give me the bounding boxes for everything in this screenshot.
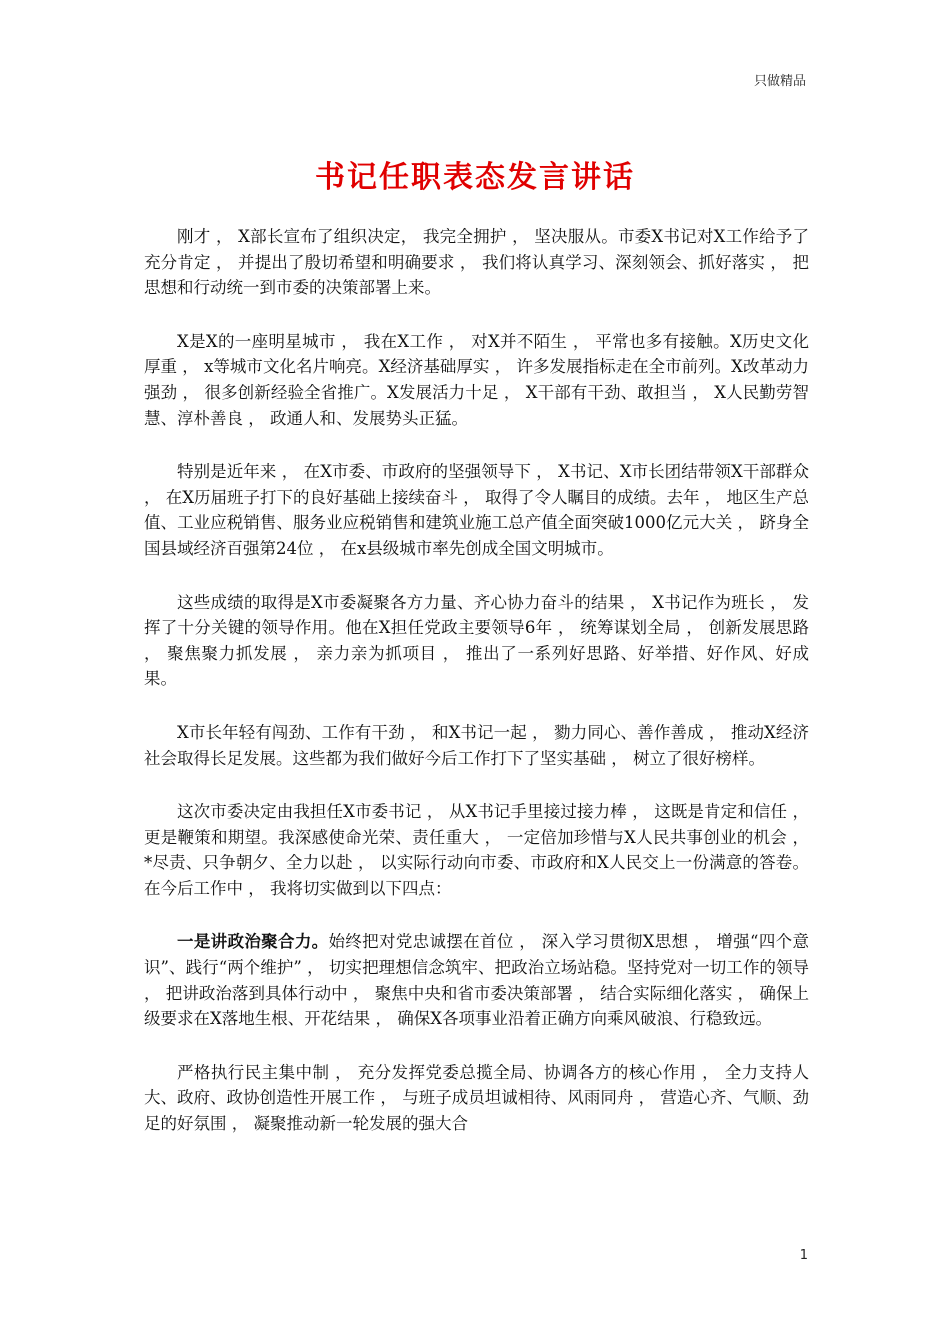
paragraph-text: 刚才 ， X部长宣布了组织决定， 我完全拥护 ， 坚决服从。市委X书记对X工作给予了充分肯定 ， 并提出了殷切希望和明确要求 ， 我们将认真学习、深刻领会、抓好落实 ， 把思想和行动统一到市委的决策部署上来。 xyxy=(144,227,809,298)
paragraph-4 xyxy=(144,590,809,692)
paragraph-text: 特别是近年来 ， 在X市委、市政府的坚强领导下 ， X书记、X市长团结带领X干部群众 ， 在X历届班子打下的良好基础上接续奋斗 ， 取得了令人瞩目的成绩。去年 ， 地区生产总值、工业应税销售、服务业应税销售和建筑业施工总产值全面突破1000亿元大关 ， 跻身全国县域经济百强第24位 ， 在x县级城市率先创成全国文明城市。 xyxy=(144,462,809,558)
paragraph-text: 始终把对党忠诚摆在首位 ， 深入学习贯彻X思想 ， 增强“四个意识”、践行“两个维护” ， 切实把理想信念筑牢、把政治立场站稳。坚持党对一切工作的领导 ， 把讲政治落到具体行动中 ， 聚焦中央和省市委决策部署 ， 结合实际细化落实 ， 确保上级要求在X落地生根、开花结果 ， 确保X各项事业沿着正确方向乘风破浪、行稳致远。 xyxy=(144,932,809,1029)
paragraph-lead: 一是讲政治聚合力。 xyxy=(177,932,329,952)
paragraph-3 xyxy=(144,459,809,561)
paragraph-text: 这些成绩的取得是X市委凝聚各方力量、齐心协力奋斗的结果 ， X书记作为班长 ， 发挥了十分关键的领导作用。他在X担任党政主要领导6年 ， 统筹谋划全局 ， 创新发展思路 ， 聚焦聚力抓发展 ， 亲力亲为抓项目 ， 推出了一系列好思路、好举措、好作风、好成果。 xyxy=(144,592,809,689)
paragraph-7 xyxy=(144,929,809,1031)
page-number: 1 xyxy=(799,1248,808,1263)
paragraph-1 xyxy=(144,224,809,301)
paragraph-text: 严格执行民主集中制 ， 充分发挥党委总揽全局、协调各方的核心作用 ， 全力支持人大、政府、政协创造性开展工作 ， 与班子成员坦诚相待、风雨同舟 ， 营造心齐、气顺、劲足的好氛围 ， 凝聚推动新一轮发展的强大合 xyxy=(144,1062,809,1134)
document-title: 书记任职表态发言讲话 xyxy=(315,160,635,195)
document-body xyxy=(144,224,809,1165)
paragraph-8 xyxy=(144,1060,809,1137)
paragraph-text: X市长年轻有闯劲、工作有干劲 ， 和X书记一起 ， 勠力同心、善作善成 ， 推动X经济社会取得长足发展。这些都为我们做好今后工作打下了坚实基础 ， 树立了很好榜样。 xyxy=(144,722,809,768)
paragraph-2 xyxy=(144,329,809,431)
header-tag: 只做精品 xyxy=(753,74,806,89)
paragraph-6 xyxy=(144,799,809,901)
paragraph-text: 这次市委决定由我担任X市委书记 ， 从X书记手里接过接力棒 ， 这既是肯定和信任 ， 更是鞭策和期望。我深感使命光荣、责任重大 ， 一定倍加珍惜与X人民共事创业的机会 ， *尽责、只争朝夕、全力以赴 ， 以实际行动向市委、市政府和X人民交上一份满意的答卷。在今后工作中 ， 我将切实做到以下四点： xyxy=(144,802,809,898)
paragraph-5 xyxy=(144,720,809,771)
paragraph-text: X是X的一座明星城市 ， 我在X工作 ， 对X并不陌生 ， 平常也多有接触。X历史文化厚重 ， x等城市文化名片响亮。X经济基础厚实 ， 许多发展指标走在全市前列。X改革动力强劲 ， 很多创新经验全省推广。X发展活力十足 ， X干部有干劲、敢担当 ， X人民勤劳智慧、淳朴善良 ， 政通人和、发展势头正猛。 xyxy=(144,331,809,428)
